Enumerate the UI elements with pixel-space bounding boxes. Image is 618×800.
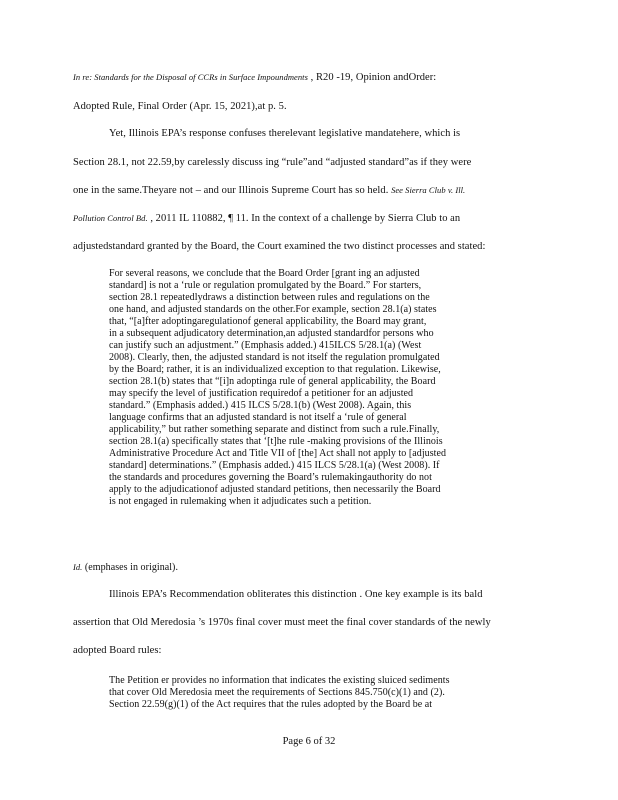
quote1-line-8: 2008). Clearly, then, the adjusted standard is not itself the regulation promulgated [109, 352, 440, 363]
id-citation-signal: Id. [73, 562, 83, 572]
quote1-line-9: by the Board; rather, it is an individualized exception to that regulation. Likewise, [109, 364, 441, 375]
quote1-line-18: the standards and procedures governing the Board’s rulemakingauthority do not [109, 472, 432, 483]
quote1-line-6: in a subsequent adjudicatory determination,an adjusted standardfor persons who [109, 328, 434, 339]
citation-line-1 [73, 72, 543, 83]
quote1-line-16: Administrative Procedure Act and Title VII of [the] Act shall not apply to [adjusted [109, 448, 447, 459]
citation-line-2: Adopted Rule, Final Order (Apr. 15, 2021),at p. 5. [73, 101, 287, 112]
para2-line-2: assertion that Old Meredosia ’s 1970s final cover must meet the final cover standards of the newly [73, 617, 491, 628]
quote2-line-1: The Petition er provides no information that indicates the existing sluiced sediments [109, 675, 450, 686]
quote1-line-12: standard.” (Emphasis added.) 415 ILCS 5/28.1(b) (West 2008). Again, this [109, 400, 412, 411]
para1-line-2: Section 28.1, not 22.59,by carelessly discuss ing “rule”and “adjusted standard”as if they were [73, 157, 472, 168]
quote1-line-7: can justify such an adjustment.” (Emphasis added.) 415ILCS 5/28.1(a) (West [109, 340, 422, 351]
page-number-footer: Page 6 of 32 [282, 736, 336, 747]
quote1-line-20: is not engaged in rulemaking when it adjudicates such a petition. [109, 496, 372, 507]
quote1-line-1: For several reasons, we conclude that the Board Order [grant ing an adjusted [109, 268, 420, 279]
quote2-line-3: Section 22.59(g)(1) of the Act requires that the rules adopted by the Board be at [109, 699, 433, 710]
quote2-line-2: that cover Old Meredosia meet the requirements of Sections 845.750(c)(1) and (2). [109, 687, 445, 698]
para1-line-1: Yet, Illinois EPA’s response confuses therelevant legislative mandatehere, which is [109, 128, 461, 139]
quote1-line-19: apply to the adjudicationof adjusted standard petitions, then necessarily the Board [109, 484, 441, 495]
citation-case-title: In re: Standards for the Disposal of CCRs in Surface Impoundments [73, 72, 308, 82]
quote1-line-3: section 28.1 repeatedlydraws a distinction between rules and regulations on the [109, 292, 430, 303]
para1-line-4 [73, 213, 543, 224]
para1-line-4-text: , 2011 IL 110882, ¶ 11. In the context of a challenge by Sierra Club to an [150, 213, 461, 224]
para2-line-1: Illinois EPA’s Recommendation obliterates this distinction . One key example is its bald [109, 589, 483, 600]
para2-line-3: adopted Board rules: [73, 645, 162, 656]
quote1-line-2: standard] is not a ‘rule or regulation promulgated by the Board.” For starters, [109, 280, 422, 291]
para1-line-3-case: See Sierra Club v. Ill. [391, 185, 466, 195]
quote1-line-5: that, “[a]fter adoptingaregulationof general applicability, the Board may grant, [109, 316, 427, 327]
quote1-line-10: section 28.1(b) states that “[i]n adoptinga rule of general applicability, the Board [109, 376, 436, 387]
para1-line-4-case: Pollution Control Bd. [73, 213, 148, 223]
quote1-line-14: applicability,” but rather something separate and distinct from such a rule.Finally, [109, 424, 440, 435]
para1-line-3 [73, 185, 543, 196]
quote1-line-17: standard] determinations.” (Emphasis added.) 415 ILCS 5/28.1(a) (West 2008). If [109, 460, 440, 471]
quote1-line-4: one hand, and adjusted standards on the other.For example, section 28.1(a) states [109, 304, 437, 315]
quote1-line-13: language confirms that an adjusted standard is not itself a ‘rule of general [109, 412, 407, 423]
quote1-line-11: may specify the level of justification requiredof a petitioner for an adjusted [109, 388, 414, 399]
quote1-line-15: section 28.1(a) specifically states that ‘[t]he rule -making provisions of the Illinois [109, 436, 443, 447]
id-citation [73, 562, 178, 573]
id-citation-parenthetical: (emphases in original). [84, 562, 178, 573]
citation-docket: , R20 -19, Opinion andOrder: [310, 72, 437, 83]
para1-line-5: adjustedstandard granted by the Board, the Court examined the two distinct processes and stated: [73, 241, 486, 252]
para1-line-3-text: one in the same.Theyare not – and our Illinois Supreme Court has so held. [73, 185, 389, 196]
